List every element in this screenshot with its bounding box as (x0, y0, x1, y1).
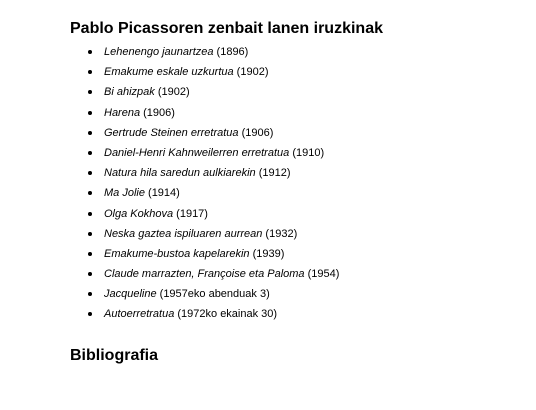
list-item (0, 224, 339, 244)
work-date: (1902) (233, 66, 269, 79)
work-title-link[interactable]: Autoerretratua (104, 308, 175, 321)
list-item (0, 143, 339, 163)
work-title-link[interactable]: Bi ahizpak (104, 86, 155, 99)
work-date: (1902) (154, 86, 190, 99)
work-date: (1954) (304, 268, 340, 281)
bullet-icon (88, 70, 92, 74)
work-title-link[interactable]: Emakume-bustoa kapelarekin (104, 247, 250, 260)
bullet-icon (88, 212, 92, 216)
list-item (0, 82, 339, 102)
bibliography-heading: Bibliografia (70, 347, 159, 364)
list-item (0, 103, 339, 123)
work-title-link[interactable]: Harena (104, 106, 141, 119)
work-date: (1932) (262, 227, 298, 240)
list-item (0, 42, 339, 62)
work-title-link[interactable]: Emakume eskale uzkurtua (104, 66, 234, 79)
work-title-link[interactable]: Daniel-Henri Kahnweilerren erretratua (104, 146, 290, 159)
work-title-link[interactable]: Ma Jolie (104, 187, 145, 200)
work-date: (1972ko ekainak 30) (174, 308, 278, 321)
section-title: Pablo Picassoren zenbait lanen iruzkinak (70, 20, 383, 37)
work-title-link[interactable]: Gertrude Steinen erretratua (104, 126, 239, 139)
work-title-link[interactable]: Olga Kokhova (104, 207, 174, 220)
works-list (0, 42, 339, 325)
list-item (0, 204, 339, 224)
bullet-icon (88, 151, 92, 155)
work-title-link[interactable]: Jacqueline (104, 288, 157, 301)
work-date: (1906) (238, 126, 274, 139)
work-title-link[interactable]: Neska gaztea ispiluaren aurrean (104, 227, 263, 240)
work-date: (1910) (289, 146, 325, 159)
work-date: (1914) (144, 187, 180, 200)
list-item (0, 304, 339, 324)
work-date: (1917) (173, 207, 208, 220)
bullet-icon (88, 131, 92, 135)
work-date: (1912) (255, 167, 291, 180)
list-item (0, 284, 339, 304)
bullet-icon (88, 232, 92, 236)
work-title-link[interactable]: Claude marrazten, Françoise eta Paloma (104, 268, 305, 281)
list-item (0, 62, 339, 82)
bullet-icon (88, 90, 92, 94)
list-item (0, 123, 339, 143)
list-item (0, 264, 339, 284)
bullet-icon (88, 292, 92, 296)
bullet-icon (88, 111, 92, 115)
list-item (0, 183, 339, 203)
work-title-link[interactable]: Lehenengo jaunartzea (104, 46, 214, 58)
bullet-icon (88, 252, 92, 256)
work-date: (1896) (213, 46, 249, 58)
bullet-icon (88, 272, 92, 276)
list-item (0, 163, 339, 183)
work-date: (1906) (140, 106, 175, 119)
work-title-link[interactable]: Natura hila saredun aulkiarekin (104, 167, 256, 180)
list-item (0, 244, 339, 264)
bullet-icon (88, 312, 92, 316)
bullet-icon (88, 171, 92, 175)
bullet-icon (88, 191, 92, 195)
work-date: (1939) (249, 247, 285, 260)
bullet-icon (88, 50, 92, 54)
work-date: (1957eko abenduak 3) (156, 288, 270, 301)
